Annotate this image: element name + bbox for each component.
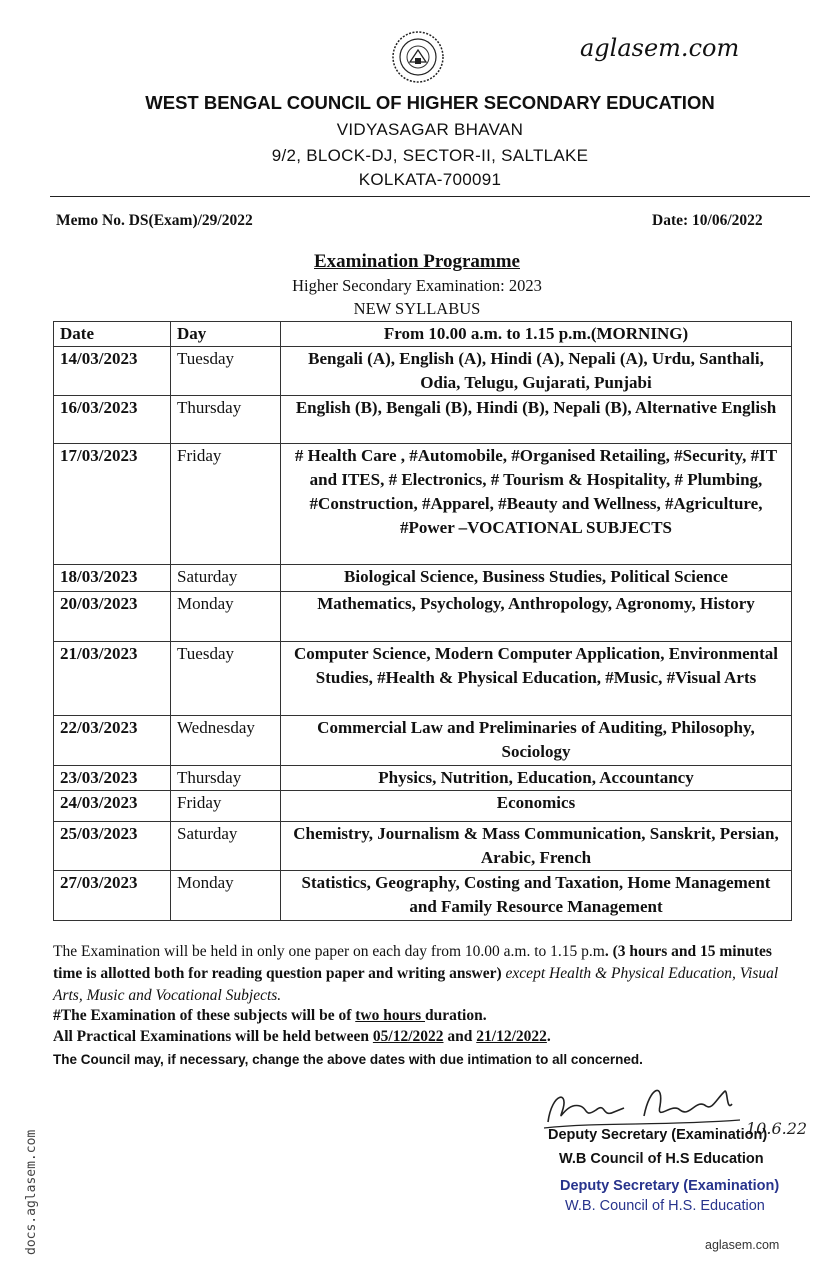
row-date: 24/03/2023 (54, 791, 171, 822)
note-text: The Examination will be held in only one paper on each day from 10.00 a.m. to 1.15 p.m (53, 943, 605, 960)
row-day: Friday (171, 444, 281, 565)
table-row (54, 871, 792, 921)
signatory-council: W.B Council of H.S Education (559, 1151, 764, 1167)
row-subjects: English (B), Bengali (B), Hindi (B), Nepali (B), Alternative English (281, 396, 792, 444)
row-subjects: Physics, Nutrition, Education, Accountancy (281, 766, 792, 791)
table-row (54, 822, 792, 871)
note-text: . (546, 1028, 551, 1045)
programme-title: Examination Programme (314, 251, 520, 272)
row-day: Monday (171, 871, 281, 921)
table-row (54, 766, 792, 791)
council-disclaimer-note: The Council may, if necessary, change the above dates with due intimation to all concerned. (53, 1052, 643, 1067)
row-day: Thursday (171, 766, 281, 791)
column-header-day: Day (171, 322, 281, 347)
note-text: and (443, 1028, 477, 1045)
note-text: duration. (425, 1007, 487, 1024)
table-row (54, 347, 792, 396)
header-divider (50, 196, 810, 197)
row-day: Thursday (171, 396, 281, 444)
council-emblem-icon (391, 30, 445, 84)
row-day: Wednesday (171, 716, 281, 766)
row-day: Tuesday (171, 642, 281, 716)
column-header-subjects: From 10.00 a.m. to 1.15 p.m.(MORNING) (281, 322, 792, 347)
table-row (54, 396, 792, 444)
note-bold-text: . (3 hours and 15 minutes time is allotted both for reading question paper and writing answer) (53, 943, 772, 982)
row-date: 23/03/2023 (54, 766, 171, 791)
note-underlined-text: two hours (355, 1007, 426, 1024)
programme-subtitle: Higher Secondary Examination: 2023 (292, 276, 542, 295)
note-text: All Practical Examinations will be held between (53, 1028, 373, 1045)
footer-watermark: aglasem.com (705, 1238, 780, 1252)
table-row (54, 592, 792, 642)
address-line-1: VIDYASAGAR BHAVAN (336, 120, 524, 139)
column-header-date: Date (54, 322, 171, 347)
exam-timing-note (53, 941, 793, 1007)
row-day: Tuesday (171, 347, 281, 396)
row-subjects: Commercial Law and Preliminaries of Auditing, Philosophy, Sociology (281, 716, 792, 766)
row-subjects: Economics (281, 791, 792, 822)
practical-exams-note (53, 1026, 793, 1048)
table-row (54, 565, 792, 592)
council-name: WEST BENGAL COUNCIL OF HIGHER SECONDARY EDUCATION (145, 92, 715, 113)
row-date: 22/03/2023 (54, 716, 171, 766)
table-row (54, 642, 792, 716)
row-subjects: # Health Care , #Automobile, #Organised Retailing, #Security, #IT and ITES, # Electronics, # Tourism & Hospitality, # Plumbing, #Construction, #Apparel, #Beauty and Wellness, #Agriculture, #Power –VOCATIONAL SUBJECTS (281, 444, 792, 565)
side-watermark (4, 1095, 39, 1255)
practical-end-date: 21/12/2022 (476, 1028, 547, 1045)
exam-schedule-table (53, 321, 792, 921)
memo-number: Memo No. DS(Exam)/29/2022 (56, 212, 253, 229)
row-date: 18/03/2023 (54, 565, 171, 592)
memo-date: Date: 10/06/2022 (652, 212, 763, 229)
programme-syllabus: NEW SYLLABUS (353, 299, 481, 318)
aglasem-watermark-top: aglasem.com (580, 34, 740, 62)
row-date: 25/03/2023 (54, 822, 171, 871)
row-subjects: Statistics, Geography, Costing and Taxation, Home Management and Family Resource Management (281, 871, 792, 921)
row-day: Friday (171, 791, 281, 822)
address-line-2: 9/2, BLOCK-DJ, SECTOR-II, SALTLAKE (271, 146, 589, 165)
table-row (54, 444, 792, 565)
row-subjects: Biological Science, Business Studies, Political Science (281, 565, 792, 592)
practical-start-date: 05/12/2022 (372, 1028, 444, 1045)
table-row (54, 791, 792, 822)
two-hours-note (53, 1005, 793, 1027)
row-date: 17/03/2023 (54, 444, 171, 565)
row-date: 16/03/2023 (54, 396, 171, 444)
stamp-line-2: W.B. Council of H.S. Education (565, 1198, 765, 1214)
row-date: 20/03/2023 (54, 592, 171, 642)
row-subjects: Mathematics, Psychology, Anthropology, Agronomy, History (281, 592, 792, 642)
row-date: 27/03/2023 (54, 871, 171, 921)
stamp-line-1: Deputy Secretary (Examination) (560, 1178, 780, 1194)
row-day: Saturday (171, 565, 281, 592)
table-header-row (54, 322, 792, 347)
row-subjects: Bengali (A), English (A), Hindi (A), Nepali (A), Urdu, Santhali, Odia, Telugu, Gujarati, Punjabi (281, 347, 792, 396)
table-row (54, 716, 792, 766)
row-date: 14/03/2023 (54, 347, 171, 396)
note-italic-text: except Health & Physical Education, Visual Arts, Music and Vocational Subjects. (53, 965, 779, 1004)
signatory-title: Deputy Secretary (Examination) (548, 1127, 768, 1143)
signature-date: 10.6.22 (746, 1119, 808, 1138)
side-watermark-text: docs.aglasem.com (24, 1129, 39, 1255)
row-date: 21/03/2023 (54, 642, 171, 716)
address-line-3: KOLKATA-700091 (358, 170, 502, 189)
row-day: Saturday (171, 822, 281, 871)
note-text: #The Examination of these subjects will be of (53, 1007, 356, 1024)
row-subjects: Computer Science, Modern Computer Application, Environmental Studies, #Health & Physical Education, #Music, #Visual Arts (281, 642, 792, 716)
row-day: Monday (171, 592, 281, 642)
row-subjects: Chemistry, Journalism & Mass Communication, Sanskrit, Persian, Arabic, French (281, 822, 792, 871)
